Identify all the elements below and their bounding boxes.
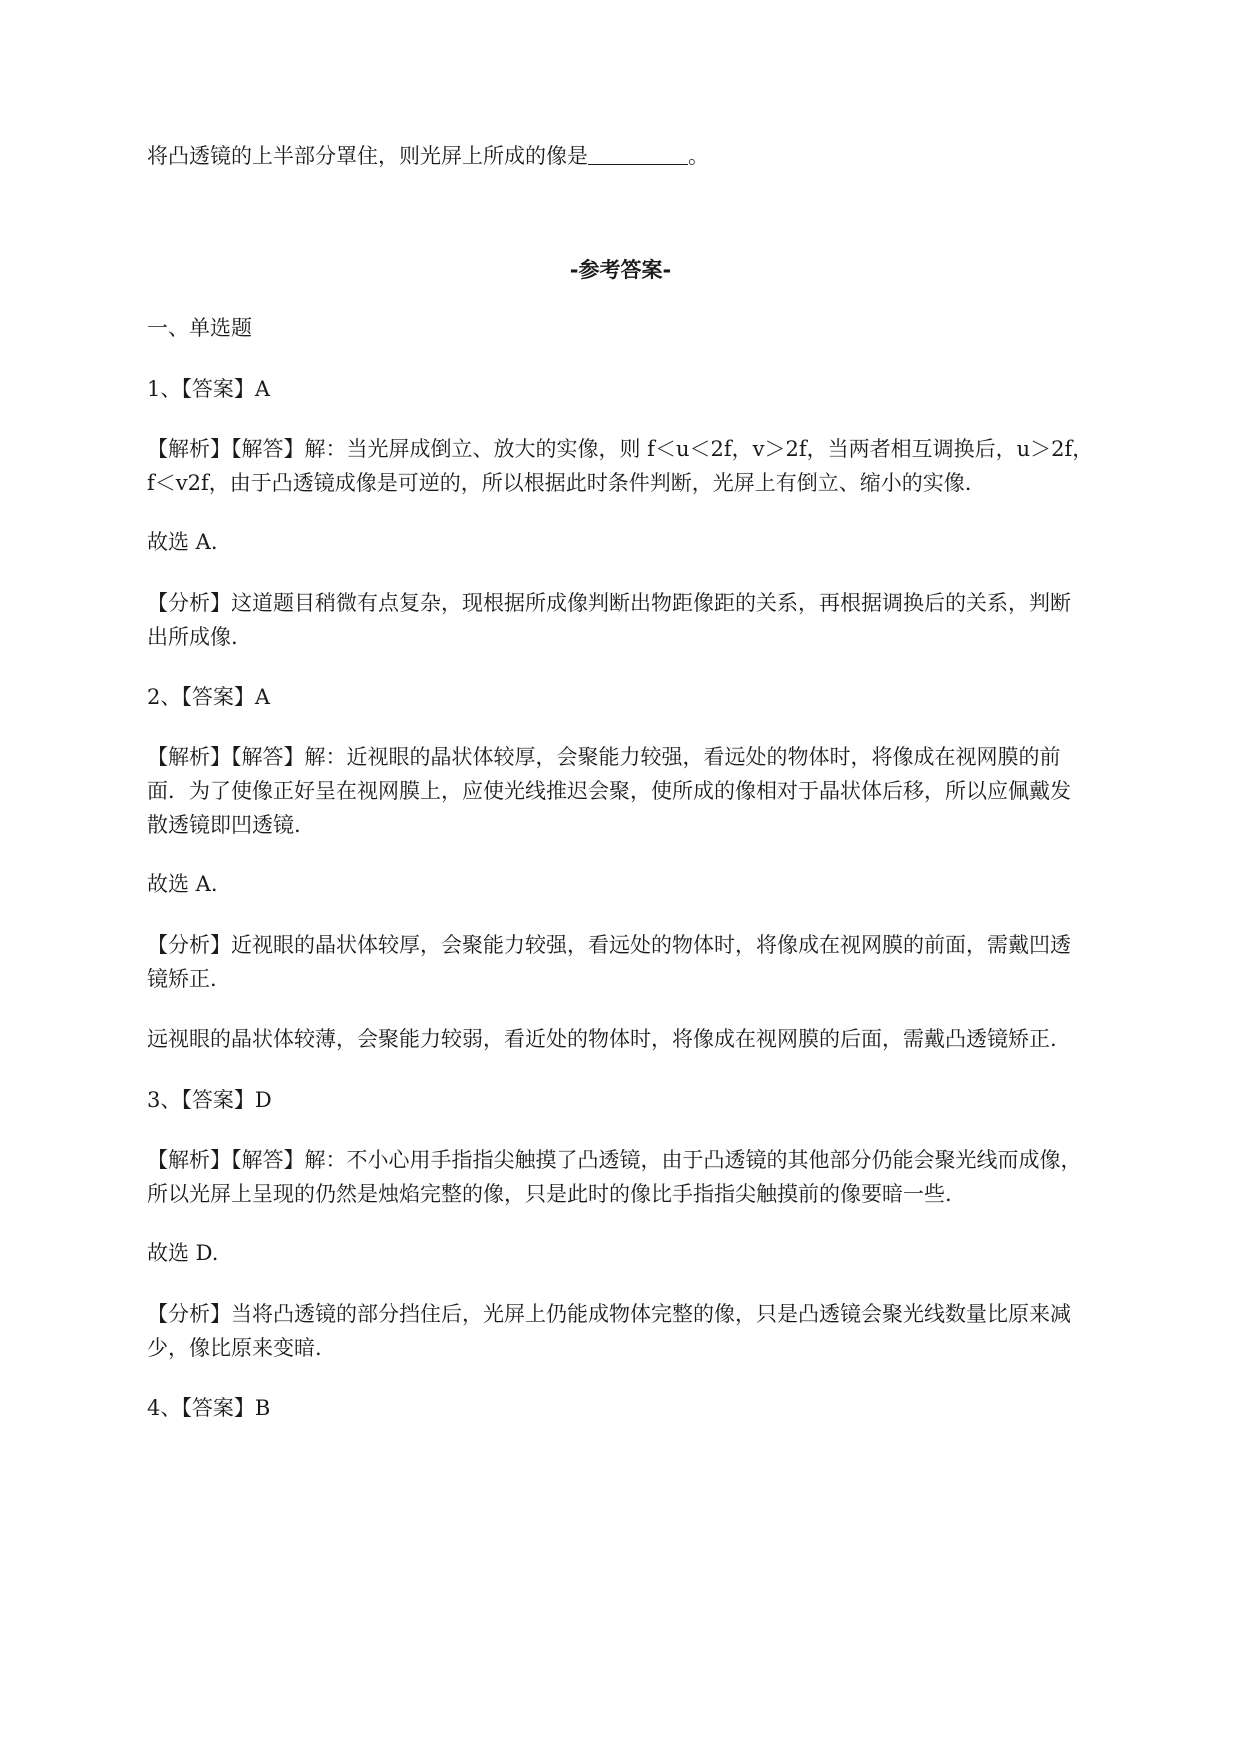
q1-analysis xyxy=(147,432,1172,500)
q1-choice: 故选 A. xyxy=(147,530,218,554)
q2-analysis xyxy=(147,740,1172,842)
q1-fenxi-line: 【分析】这道题目稍微有点复杂，现根据所成像判断出物距像距的关系，再根据调换后的关系，判断 xyxy=(147,591,1071,615)
q2-choice: 故选 A. xyxy=(147,872,218,896)
answers-title: -参考答案- xyxy=(569,258,672,282)
q2-answer: 2、【答案】A xyxy=(147,685,271,709)
q3-choice: 故选 D. xyxy=(147,1241,219,1265)
q4-answer: 4、【答案】B xyxy=(147,1396,271,1420)
q3-fenxi-line: 少，像比原来变暗. xyxy=(147,1336,322,1360)
q3-analysis-line: 【解析】【解答】解：不小心用手指指尖触摸了凸透镜，由于凸透镜的其他部分仍能会聚光线而成像， xyxy=(147,1148,1082,1172)
q2-analysis-line: 【解析】【解答】解：近视眼的晶状体较厚，会聚能力较强，看远处的物体时，将像成在视网膜的前 xyxy=(147,745,1061,769)
answer-blank xyxy=(588,142,688,165)
question-tail xyxy=(147,139,1172,173)
q3-analysis-line: 所以光屏上呈现的仍然是烛焰完整的像，只是此时的像比手指指尖触摸前的像要暗一些. xyxy=(147,1182,952,1206)
q1-fenxi xyxy=(147,586,1172,654)
q2-analysis-line: 面．为了使像正好呈在视网膜上，应使光线推迟会聚，使所成的像相对于晶状体后移，所以应佩戴发 xyxy=(147,779,1071,803)
q2-fenxi-line: 镜矫正. xyxy=(147,967,217,991)
q2-analysis-line: 散透镜即凹透镜. xyxy=(147,813,301,837)
question-text: 将凸透镜的上半部分罩住，则光屏上所成的像是 xyxy=(147,144,588,168)
q2-fenxi-line: 【分析】近视眼的晶状体较厚，会聚能力较强，看远处的物体时，将像成在视网膜的前面，需戴凹透 xyxy=(147,933,1071,957)
section-heading: 一、单选题 xyxy=(147,316,252,340)
q1-analysis-line: f＜v2f，由于凸透镜成像是可逆的，所以根据此时条件判断，光屏上有倒立、缩小的实像. xyxy=(147,471,972,495)
q3-answer: 3、【答案】D xyxy=(147,1088,272,1112)
q3-fenxi-line: 【分析】当将凸透镜的部分挡住后，光屏上仍能成物体完整的像，只是凸透镜会聚光线数量比原来减 xyxy=(147,1302,1071,1326)
q3-analysis xyxy=(147,1143,1172,1211)
q2-extra: 远视眼的晶状体较薄，会聚能力较弱，看近处的物体时，将像成在视网膜的后面，需戴凸透镜矫正. xyxy=(147,1027,1057,1051)
q2-fenxi xyxy=(147,928,1172,996)
question-end: 。 xyxy=(688,144,709,168)
q1-fenxi-line: 出所成像. xyxy=(147,625,238,649)
q3-fenxi xyxy=(147,1297,1172,1365)
q1-analysis-line: 【解析】【解答】解：当光屏成倒立、放大的实像，则 f＜u＜2f，v＞2f，当两者相互调换后，u＞2f， xyxy=(147,437,1094,461)
q1-answer: 1、【答案】A xyxy=(147,377,271,401)
